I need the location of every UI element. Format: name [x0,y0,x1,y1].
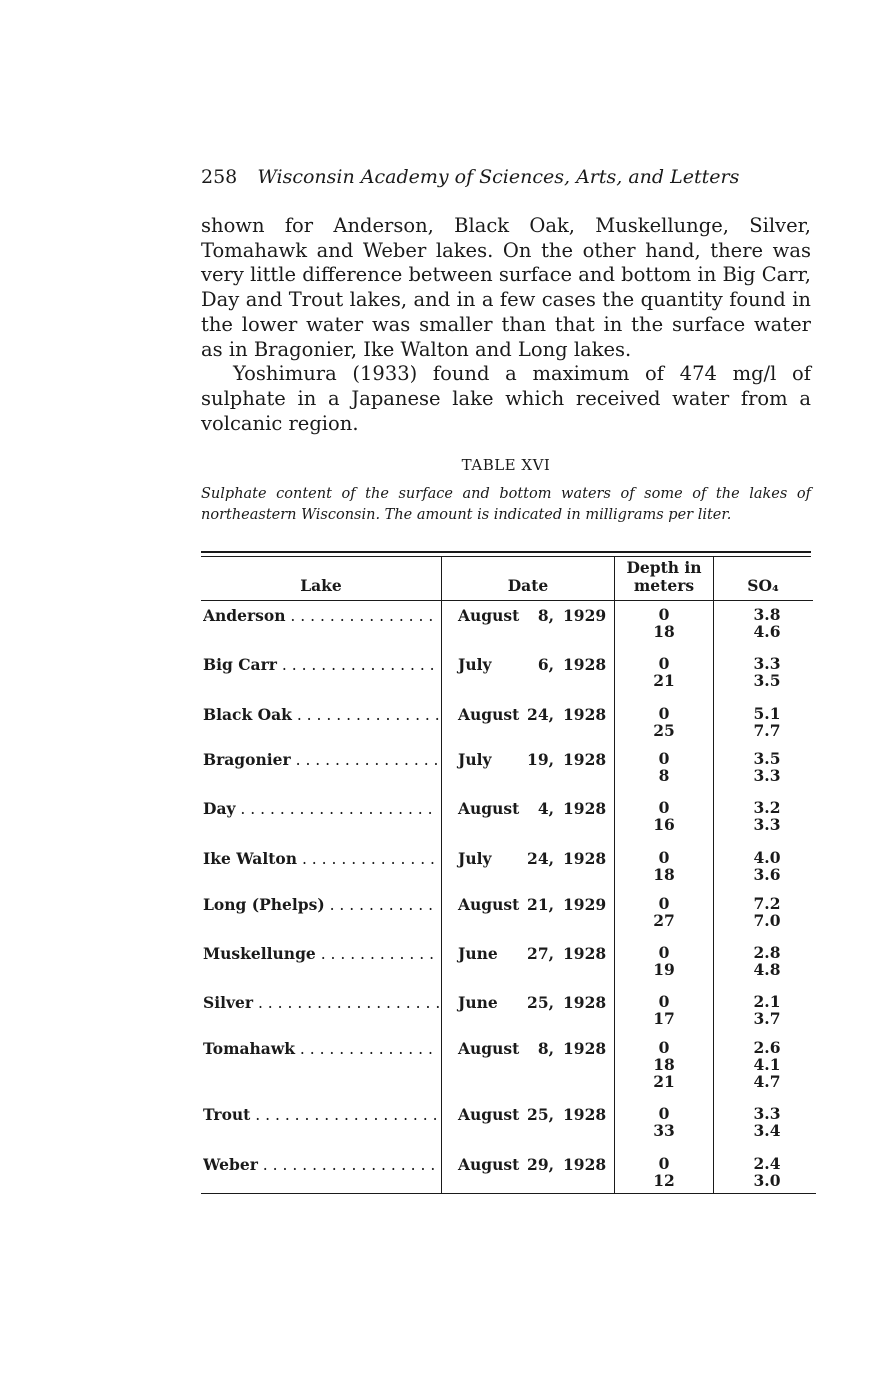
header-so4: SO₄ [747,576,779,595]
lake-name: Muskellunge . . . [203,944,439,963]
depth-values [615,1105,713,1139]
so4-values [717,895,817,929]
so4-value: 3.0 [753,1171,781,1190]
so4-value: 3.3 [753,1104,781,1123]
depth-value: 25 [653,721,675,740]
so4-value: 2.4 [753,1154,781,1173]
depth-value: 0 [658,943,670,962]
depth-value: 0 [658,1104,670,1123]
so4-values [717,944,817,978]
table-row [201,799,811,847]
depth-value: 0 [658,848,670,867]
depth-value: 27 [653,911,675,930]
date-day: 4, [537,799,554,818]
date-year: 1928 [563,1155,607,1174]
depth-value: 0 [658,894,670,913]
so4-value: 2.6 [753,1038,781,1057]
so4-values [717,655,817,689]
so4-value: 3.6 [753,865,781,884]
depth-value: 8 [658,766,670,785]
date-day: 29, [527,1155,554,1174]
date-year: 1928 [563,655,607,674]
date-month: July [458,655,492,674]
so4-values [717,606,817,640]
so4-value: 3.4 [753,1121,781,1140]
date-month: August [458,606,520,625]
paragraph-1: shown for Anderson, Black Oak, Muskellunge, Silver, Tomahawk and Weber lakes. On the other hand, there was very little difference between surface and bottom in Big Carr, Day and Trout lakes, and in a few cases the quantity found in the lower water was smaller than that in the surface water as in Bragonier, Ike Walton and Long lakes. [201,214,811,361]
date-year: 1929 [563,606,607,625]
table-row [201,944,811,992]
date-year: 1928 [563,750,607,769]
date-day: 19, [527,750,554,769]
date-day: 27, [527,944,554,963]
depth-values [615,993,713,1027]
depth-values [615,1039,713,1090]
date-year: 1928 [563,849,607,868]
date-month: August [458,1105,520,1124]
lake-name: Black Oak . . . [203,705,439,724]
date-month: July [458,849,492,868]
lake-name: Tomahawk . . . [203,1039,439,1058]
so4-value: 4.8 [753,960,781,979]
so4-value: 3.5 [753,671,781,690]
header-depth: Depth in meters [626,558,702,595]
body-text [201,214,811,436]
date-month: June [458,944,498,963]
table-row [201,895,811,943]
depth-value: 21 [653,1072,675,1091]
date-year: 1928 [563,944,607,963]
depth-value: 18 [653,622,675,641]
date-year: 1928 [563,993,607,1012]
date-day: 25, [527,993,554,1012]
so4-value: 3.8 [753,605,781,624]
date-day: 21, [527,895,554,914]
date-year: 1929 [563,895,607,914]
date-month: August [458,895,520,914]
depth-value: 0 [658,992,670,1011]
lake-name: Big Carr . . . [203,655,439,674]
so4-values [717,750,817,784]
header-lake: Lake [300,576,342,595]
so4-value: 3.3 [753,815,781,834]
lake-name: Weber . . . [203,1155,439,1174]
depth-values [615,944,713,978]
so4-value: 3.7 [753,1009,781,1028]
depth-values [615,895,713,929]
table-row [201,1155,811,1203]
running-header [201,166,761,188]
depth-values [615,750,713,784]
depth-value: 21 [653,671,675,690]
depth-value: 12 [653,1171,675,1190]
table-row [201,750,811,798]
so4-value: 4.0 [753,848,781,867]
so4-values [717,849,817,883]
date-day: 24, [527,705,554,724]
so4-values [717,705,817,739]
so4-value: 3.2 [753,798,781,817]
so4-value: 7.0 [753,911,781,930]
so4-value: 2.1 [753,992,781,1011]
table-row [201,655,811,703]
table-row [201,849,811,897]
page-number: 258 [201,166,238,188]
header-bottom-rule [201,600,813,601]
so4-value: 4.7 [753,1072,781,1091]
table-row [201,606,811,654]
depth-value: 0 [658,1154,670,1173]
so4-value: 3.3 [753,766,781,785]
so4-value: 2.8 [753,943,781,962]
depth-values [615,606,713,640]
depth-values [615,705,713,739]
date-year: 1928 [563,1105,607,1124]
date-day: 8, [537,1039,554,1058]
date-year: 1928 [563,799,607,818]
depth-value: 0 [658,798,670,817]
depth-values [615,1155,713,1189]
date-year: 1928 [563,705,607,724]
date-month: August [458,799,520,818]
date-year: 1928 [563,1039,607,1058]
depth-value: 18 [653,1055,675,1074]
table-row [201,993,811,1041]
table-row [201,1105,811,1153]
header-date: Date [507,576,549,595]
so4-value: 7.7 [753,721,781,740]
date-day: 24, [527,849,554,868]
depth-values [615,849,713,883]
depth-value: 17 [653,1009,675,1028]
depth-value: 0 [658,704,670,723]
table-row [201,1038,811,1091]
lake-name: Long (Phelps) . . . [203,895,439,914]
so4-values [717,993,817,1027]
lake-name: Trout . . . [203,1105,439,1124]
depth-value: 0 [658,1038,670,1057]
so4-values [717,1105,817,1139]
so4-values [717,799,817,833]
table-top-rule-2 [201,556,811,557]
so4-values [717,1039,817,1090]
journal-title: Wisconsin Academy of Sciences, Arts, and Letters [257,166,740,188]
so4-value: 5.1 [753,704,781,723]
date-day: 6, [537,655,554,674]
lake-name: Ike Walton . . . [203,849,439,868]
lake-name: Day . . . [203,799,439,818]
paragraph-2: Yoshimura (1933) found a maximum of 474 mg/l of sulphate in a Japanese lake which received water from a volcanic region. [201,362,811,435]
so4-value: 3.5 [753,749,781,768]
lake-name: Bragonier . . . [203,750,439,769]
lake-name: Anderson . . . [203,606,439,625]
depth-values [615,655,713,689]
date-month: July [458,750,492,769]
date-month: June [458,993,498,1012]
table-row [201,705,811,753]
table-top-rule [201,551,811,553]
depth-value: 0 [658,654,670,673]
so4-value: 4.1 [753,1055,781,1074]
date-month: August [458,1155,520,1174]
table-caption: Sulphate content of the surface and bottom waters of some of the lakes of northeastern Wisconsin. The amount is indicated in milligrams per liter. [201,486,811,523]
lake-name: Silver . . . [203,993,439,1012]
table-title: TABLE XVI [461,456,551,474]
so4-value: 7.2 [753,894,781,913]
depth-value: 0 [658,605,670,624]
depth-value: 19 [653,960,675,979]
depth-value: 16 [653,815,675,834]
date-day: 25, [527,1105,554,1124]
so4-values [717,1155,817,1189]
depth-value: 33 [653,1121,675,1140]
so4-value: 3.3 [753,654,781,673]
date-month: August [458,705,520,724]
depth-value: 0 [658,749,670,768]
depth-value: 18 [653,865,675,884]
depth-values [615,799,713,833]
so4-value: 4.6 [753,622,781,641]
date-day: 8, [537,606,554,625]
date-month: August [458,1039,520,1058]
